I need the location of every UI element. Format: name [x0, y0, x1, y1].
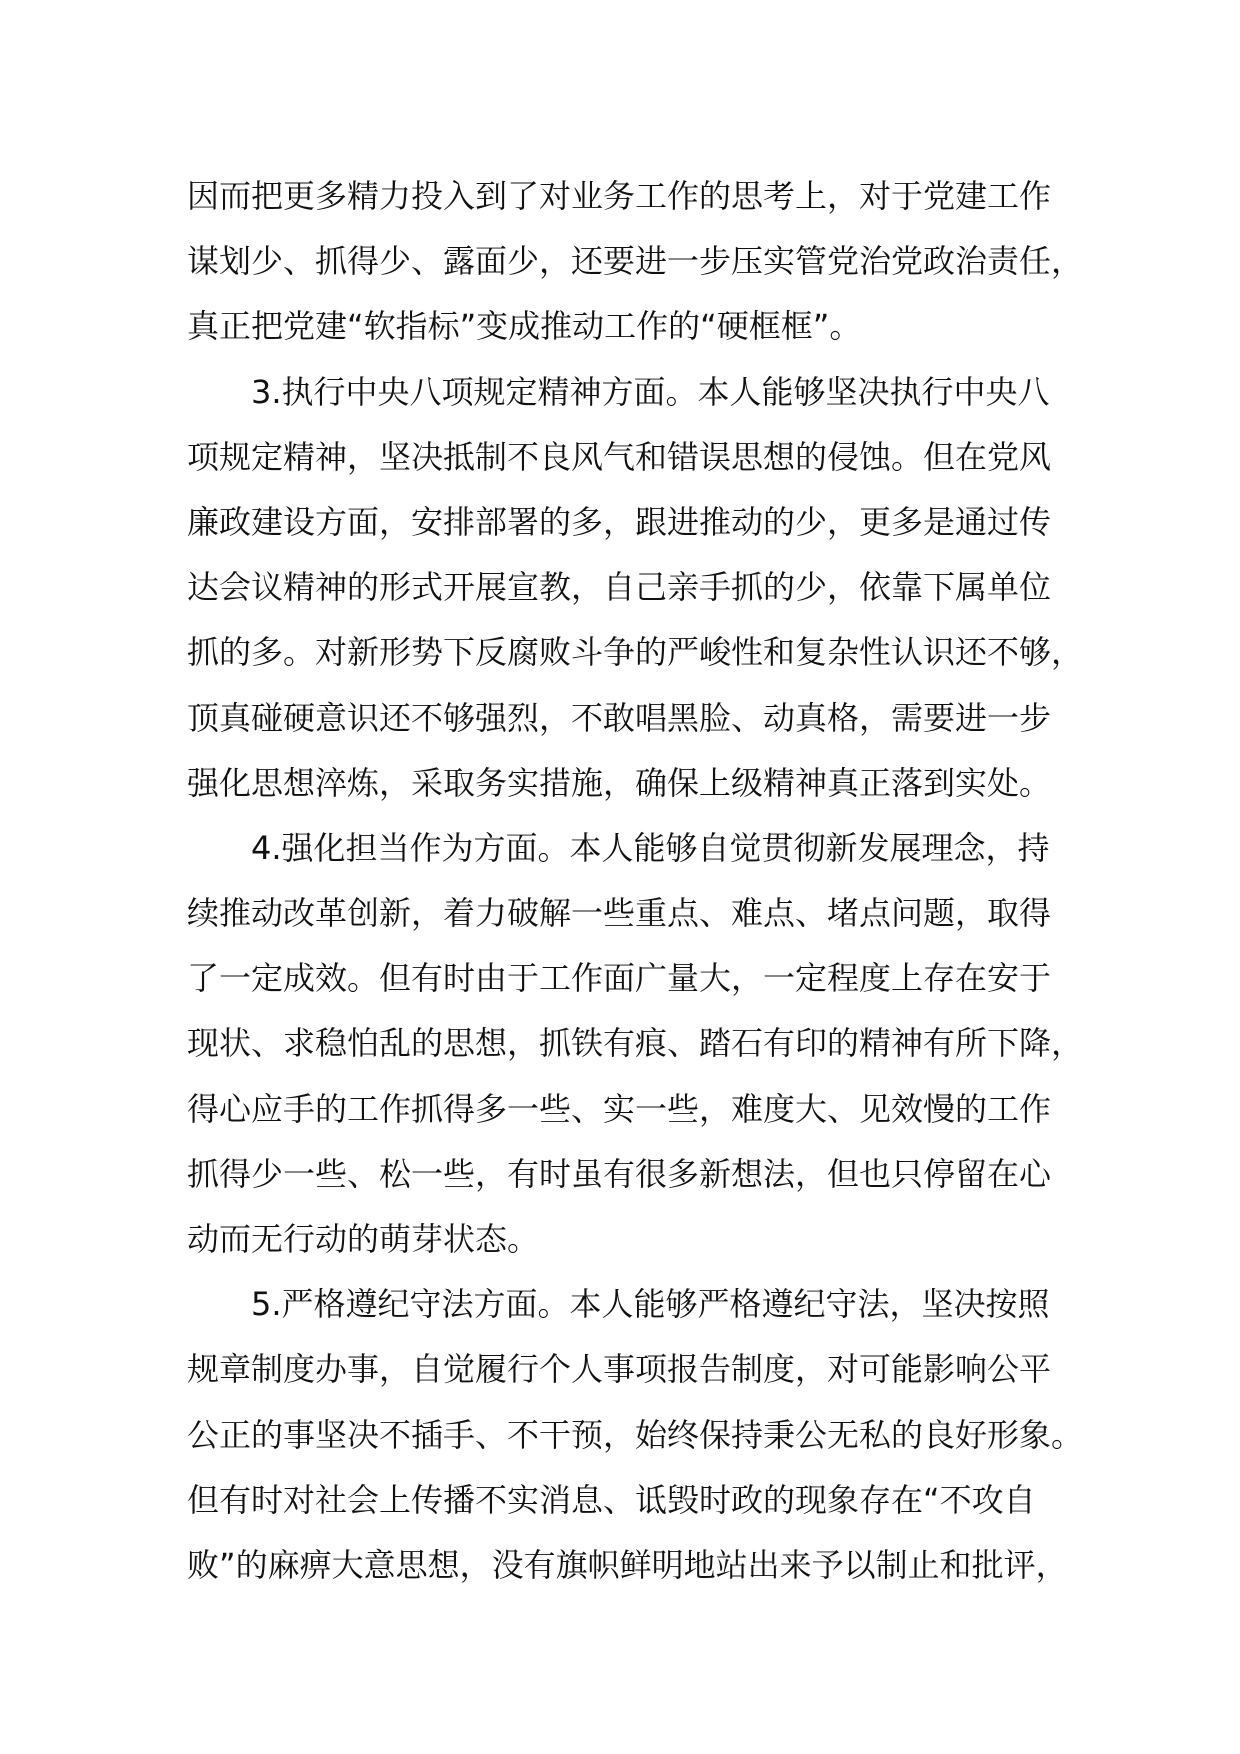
text-line: 现状、求稳怕乱的思想，抓铁有痕、踏石有印的精神有所下降， — [187, 1024, 1084, 1063]
text-line: 因而把更多精力投入到了对业务工作的思考上，对于党建工作 — [187, 177, 1052, 215]
text-line: 3.执行中央八项规定精神方面。本人能够坚决执行中央八 — [251, 372, 1050, 411]
text-line: 4.强化担当作为方面。本人能够自觉贯彻新发展理念，持 — [251, 828, 1050, 867]
text-line: 续推动改革创新，着力破解一些重点、难点、堵点问题，取得 — [187, 894, 1052, 933]
text-line: 败”的麻痹大意思想，没有旗帜鲜明地站出来予以制止和批评， — [187, 1545, 1068, 1584]
text-line: 规章制度办事，自觉履行个人事项报告制度，对可能影响公平 — [187, 1350, 1052, 1389]
text-line: 项规定精神，坚决抵制不良风气和错误思想的侵蚀。但在党风 — [187, 437, 1052, 476]
text-line: 谋划少、抓得少、露面少，还要进一步压实管党治党政治责任， — [187, 242, 1084, 281]
text-line: 了一定成效。但有时由于工作面广量大，一定程度上存在安于 — [187, 959, 1052, 998]
text-line: 但有时对社会上传播不实消息、诋毁时政的现象存在“不攻自 — [187, 1480, 1036, 1519]
text-line: 顶真碰硬意识还不够强烈，不敢唱黑脸、动真格，需要进一步 — [187, 698, 1052, 737]
text-line: 廉政建设方面，安排部署的多，跟进推动的少，更多是通过传 — [187, 502, 1052, 541]
text-line: 真正把党建“软指标”变成推动工作的“硬框框”。 — [187, 307, 862, 346]
text-line: 抓的多。对新形势下反腐败斗争的严峻性和复杂性认识还不够， — [187, 633, 1084, 672]
text-line: 5.严格遵纪守法方面。本人能够严格遵纪守法，坚决按照 — [251, 1285, 1050, 1324]
paragraph — [187, 164, 1087, 360]
document-body — [187, 164, 1087, 1598]
text-line: 公正的事坚决不插手、不干预，始终保持秉公无私的良好形象。 — [187, 1415, 1084, 1454]
paragraph — [187, 816, 1087, 1272]
paragraph — [187, 360, 1087, 816]
text-line: 抓得少一些、松一些，有时虽有很多新想法，但也只停留在心 — [187, 1154, 1052, 1193]
paragraph — [187, 1272, 1087, 1598]
text-line: 动而无行动的萌芽状态。 — [187, 1220, 540, 1258]
text-line: 达会议精神的形式开展宣教，自己亲手抓的少，依靠下属单位 — [187, 568, 1052, 607]
text-line: 强化思想淬炼，采取务实措施，确保上级精神真正落到实处。 — [187, 763, 1052, 802]
text-line: 得心应手的工作抓得多一些、实一些，难度大、见效慢的工作 — [187, 1089, 1052, 1128]
